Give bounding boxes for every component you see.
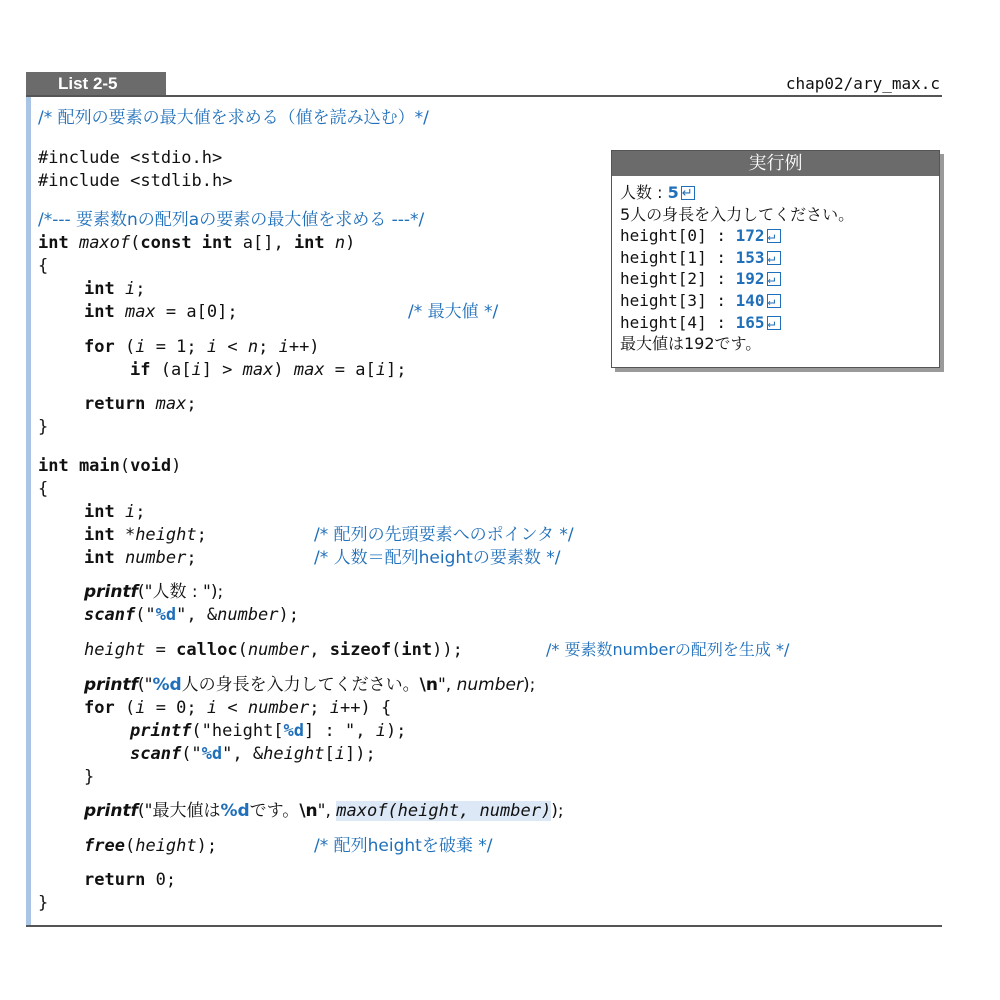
code-token: int <box>401 640 433 660</box>
enter-key-icon <box>681 186 695 200</box>
code-highlight: maxof(height, number) <box>336 801 552 821</box>
code-token: ); <box>522 675 536 695</box>
code-token: \n <box>299 801 318 821</box>
run-output-line <box>620 225 939 247</box>
run-prompt: height[2] : <box>620 269 736 289</box>
code-token: scanf <box>84 605 136 625</box>
code-token: %d <box>201 744 223 764</box>
code-token: n <box>324 233 346 253</box>
code-token: ]); <box>345 744 376 764</box>
code-line <box>84 524 207 546</box>
code-token: max <box>114 302 156 322</box>
run-output-line <box>620 290 939 312</box>
enter-key-icon <box>767 229 781 243</box>
code-token: return <box>84 394 146 414</box>
code-token: height <box>135 836 197 856</box>
code-line: { <box>38 479 49 499</box>
code-token: (" <box>135 605 156 625</box>
code-token: ( <box>130 233 141 253</box>
code-token: (" <box>181 744 202 764</box>
code-token: i <box>206 337 218 357</box>
code-token: %d <box>152 675 182 695</box>
code-token: 人の身長を入力してください。 <box>181 675 420 695</box>
code-token: sizeof <box>329 640 392 660</box>
run-output-line: 最大値は192です。 <box>620 334 762 354</box>
code-comment: /*--- 要素数nの配列aの要素の最大値を求める ---*/ <box>38 210 425 230</box>
code-token: i <box>375 721 386 741</box>
code-line: } <box>84 767 95 787</box>
run-prompt: 人数 : <box>620 183 668 202</box>
code-token: %d <box>283 721 305 741</box>
code-token: ", <box>317 801 337 821</box>
code-token: ; <box>135 502 146 522</box>
run-prompt: height[3] : <box>620 290 736 310</box>
code-token: ) <box>273 360 294 380</box>
code-token: int <box>84 279 115 299</box>
code-token: ++) <box>288 337 320 357</box>
code-token: , <box>309 640 330 660</box>
code-token: a[], <box>232 233 294 253</box>
code-token: ("人数 : "); <box>138 582 224 602</box>
code-token: ++) { <box>340 698 392 718</box>
run-example-panel <box>611 150 940 368</box>
code-token: (" <box>138 675 153 695</box>
code-token: height <box>84 640 146 660</box>
code-line <box>84 278 145 300</box>
code-comment: /* 人数＝配列heightの要素数 */ <box>314 548 561 568</box>
code-token: void <box>130 456 172 476</box>
code-token: ( <box>119 456 131 476</box>
code-token: max <box>293 360 325 380</box>
code-token: < <box>217 337 248 357</box>
code-token: i <box>329 698 340 718</box>
code-token: const int <box>140 233 233 253</box>
code-token: i <box>114 502 136 522</box>
code-accent-bar <box>26 97 31 925</box>
run-input: 165 <box>735 312 765 332</box>
code-token: n <box>247 337 259 357</box>
code-token: (a[ <box>150 360 192 380</box>
code-token: 0; <box>145 870 177 890</box>
code-line <box>84 336 320 358</box>
code-token: ("最大値は <box>138 801 221 821</box>
code-token: int <box>84 548 115 568</box>
code-token: height <box>263 744 325 764</box>
code-token: ( <box>114 337 136 357</box>
code-token: [ <box>324 744 335 764</box>
code-comment: /* 最大値 */ <box>408 302 499 322</box>
code-token: i <box>278 337 289 357</box>
code-line: { <box>38 256 49 276</box>
code-token: = <box>145 640 177 660</box>
code-token: ) <box>171 456 182 476</box>
code-line <box>38 232 355 254</box>
code-token: printf <box>84 801 139 821</box>
code-token: ; <box>186 394 197 414</box>
code-comment: /* 配列の先頭要素へのポインタ */ <box>314 525 574 545</box>
code-token: ", & <box>176 605 218 625</box>
code-token: return <box>84 870 146 890</box>
run-input: 192 <box>735 269 765 289</box>
code-token: number <box>217 605 279 625</box>
code-token: printf <box>84 582 139 602</box>
code-token: i <box>375 360 386 380</box>
code-token: ] : ", <box>304 721 376 741</box>
code-token: ; <box>196 525 207 545</box>
run-example-title: 実行例 <box>612 151 939 176</box>
code-token: int <box>84 502 115 522</box>
code-token: int <box>293 233 325 253</box>
code-token: ); <box>196 836 218 856</box>
run-input: 140 <box>735 290 765 310</box>
code-line: #include <stdlib.h> <box>38 171 233 191</box>
code-token: = 1; <box>145 337 207 357</box>
code-token: ( <box>124 836 136 856</box>
code-line <box>84 869 176 891</box>
code-line <box>84 639 463 661</box>
run-example-output <box>612 176 939 355</box>
enter-key-icon <box>767 251 781 265</box>
code-token: printf <box>84 675 139 695</box>
code-token: ", & <box>222 744 264 764</box>
run-output-line <box>620 247 939 269</box>
code-token: = a[0]; <box>155 302 238 322</box>
enter-key-icon <box>767 316 781 330</box>
run-output-line: 5人の身長を入力してください。 <box>620 204 855 224</box>
run-output-line <box>620 268 939 290</box>
code-line: } <box>38 893 49 913</box>
code-line <box>130 743 376 765</box>
code-token: int <box>84 525 115 545</box>
code-comment: /* 要素数numberの配列を生成 */ <box>546 640 790 659</box>
file-name: chap02/ary_max.c <box>785 74 940 93</box>
run-prompt: height[4] : <box>620 312 736 332</box>
list-label: List 2-5 <box>26 72 166 96</box>
code-token: max <box>145 394 187 414</box>
code-token: ; <box>258 337 279 357</box>
code-line <box>84 581 223 603</box>
code-line <box>84 501 145 523</box>
code-comment: /* 配列の要素の最大値を求める（値を読み込む）*/ <box>38 108 429 128</box>
code-token: \n <box>419 675 438 695</box>
code-line <box>84 604 299 626</box>
code-token: ]; <box>386 360 407 380</box>
code-token: i <box>334 744 346 764</box>
code-token: max <box>242 360 274 380</box>
code-token: int main <box>38 456 120 476</box>
code-token: number <box>247 698 310 718</box>
code-token: free <box>84 836 125 856</box>
run-output-line <box>620 312 939 334</box>
code-token: printf <box>130 721 192 741</box>
code-line: #include <stdio.h> <box>38 148 223 168</box>
code-token: < <box>217 698 248 718</box>
code-token: ("height[ <box>191 721 284 741</box>
code-line <box>84 674 535 696</box>
code-token: ", <box>437 675 457 695</box>
run-input: 153 <box>735 247 765 267</box>
code-token: scanf <box>130 744 182 764</box>
code-line <box>84 393 197 415</box>
code-token: ; <box>309 698 330 718</box>
enter-key-icon <box>767 272 781 286</box>
code-comment: /* 配列heightを破棄 */ <box>314 836 493 856</box>
code-token: for <box>84 337 115 357</box>
footer-divider <box>26 925 942 927</box>
code-token: = a[ <box>324 360 376 380</box>
run-prompt: height[1] : <box>620 247 736 267</box>
code-token: for <box>84 698 115 718</box>
code-line <box>130 359 406 381</box>
code-token: *height <box>114 525 197 545</box>
code-token: ); <box>278 605 300 625</box>
code-token: ( <box>391 640 402 660</box>
code-token: i <box>135 337 146 357</box>
code-line <box>84 835 217 857</box>
run-input: 5 <box>667 183 679 202</box>
code-token: calloc <box>176 640 238 660</box>
code-line <box>38 455 181 477</box>
code-token: )); <box>432 640 463 660</box>
code-token: number <box>247 640 310 660</box>
code-token: ); <box>385 721 407 741</box>
code-token: i <box>114 279 136 299</box>
run-output-line <box>620 182 939 204</box>
code-token: i <box>135 698 146 718</box>
code-line <box>84 301 238 323</box>
code-token: number <box>456 675 523 695</box>
code-token: = 0; <box>145 698 207 718</box>
code-line <box>84 697 391 719</box>
code-token: int <box>84 302 115 322</box>
code-token: maxof <box>68 233 131 253</box>
code-token: if <box>130 360 151 380</box>
code-token: %d <box>155 605 177 625</box>
enter-key-icon <box>767 294 781 308</box>
code-token: i <box>191 360 202 380</box>
code-token: ( <box>114 698 136 718</box>
code-token: ( <box>237 640 248 660</box>
code-line <box>130 720 406 742</box>
run-prompt: height[0] : <box>620 226 736 246</box>
code-token: int <box>38 233 69 253</box>
code-token: ; <box>186 548 197 568</box>
code-token: です。 <box>249 801 300 821</box>
code-line <box>84 547 197 569</box>
code-line: } <box>38 417 49 437</box>
code-token: %d <box>220 801 250 821</box>
code-token: ] > <box>201 360 243 380</box>
code-token: ); <box>551 801 564 821</box>
code-line <box>84 800 564 822</box>
code-token: ) <box>345 233 356 253</box>
code-token: i <box>206 698 218 718</box>
code-token: number <box>114 548 187 568</box>
run-input: 172 <box>735 226 765 246</box>
code-token: ; <box>135 279 146 299</box>
